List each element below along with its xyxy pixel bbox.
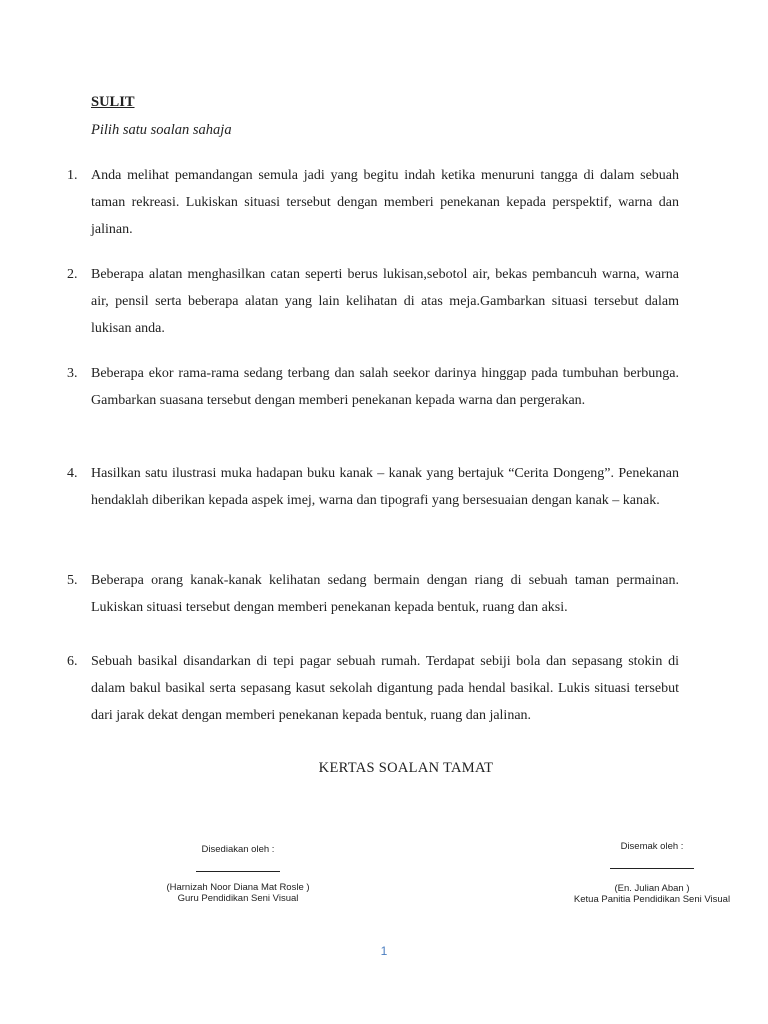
prepared-by-name: (Harnizah Noor Diana Mat Rosle ) bbox=[166, 882, 310, 893]
checked-by-name: (En. Julian Aban ) bbox=[614, 883, 690, 894]
instruction-text: Pilih satu soalan sahaja bbox=[91, 122, 232, 138]
prepared-by-role: Guru Pendidikan Seni Visual bbox=[177, 893, 299, 904]
classification-label: SULIT bbox=[91, 94, 135, 110]
question-item bbox=[67, 648, 679, 729]
question-number: 2. bbox=[67, 267, 78, 282]
question-number: 3. bbox=[67, 366, 78, 381]
question-item bbox=[67, 567, 679, 621]
question-number: 4. bbox=[67, 466, 78, 481]
question-number: 6. bbox=[67, 654, 78, 669]
question-number: 1. bbox=[67, 168, 78, 183]
question-item bbox=[67, 261, 679, 342]
question-item bbox=[67, 460, 679, 514]
checked-by-block bbox=[560, 841, 744, 905]
question-number: 5. bbox=[67, 573, 78, 588]
question-text: Beberapa alatan menghasilkan catan seperti berus lukisan,sebotol air, bekas pembancuh warna, warna air, pensil serta beberapa alatan yang lain kelihatan di atas meja.Gambarkan situasi tersebut dalam lukisan anda. bbox=[91, 267, 679, 336]
signature-line bbox=[610, 868, 694, 869]
page-number: 1 bbox=[380, 944, 388, 958]
end-of-paper-title: KERTAS SOALAN TAMAT bbox=[318, 760, 494, 776]
question-text: Hasilkan satu ilustrasi muka hadapan buku kanak – kanak yang bertajuk “Cerita Dongeng”. Penekanan hendaklah diberikan kepada aspek imej, warna dan tipografi yang bersesuaian dengan kanak – kanak. bbox=[91, 466, 679, 508]
question-item bbox=[67, 162, 679, 243]
question-text: Anda melihat pemandangan semula jadi yang begitu indah ketika menuruni tangga di dalam sebuah taman rekreasi. Lukiskan situasi tersebut dengan memberi penekanan kepada perspektif, warna dan jalinan. bbox=[91, 168, 679, 237]
question-text: Beberapa orang kanak-kanak kelihatan sedang bermain dengan riang di sebuah taman permainan. Lukiskan situasi tersebut dengan memberi penekanan kepada bentuk, ruang dan aksi. bbox=[91, 573, 679, 615]
checked-by-label: Disemak oleh : bbox=[620, 841, 684, 852]
prepared-by-label: Disediakan oleh : bbox=[201, 844, 275, 855]
question-text: Sebuah basikal disandarkan di tepi pagar sebuah rumah. Terdapat sebiji bola dan sepasang stokin di dalam bakul basikal serta sepasang kasut sekolah digantung pada hendal basikal. Lukis situasi tersebut dari jarak dekat dengan memberi penekanan kepada bentuk, ruang dan jalinan. bbox=[91, 654, 679, 723]
prepared-by-block bbox=[150, 844, 326, 904]
signature-line bbox=[196, 871, 280, 872]
question-text: Beberapa ekor rama-rama sedang terbang dan salah seekor darinya hinggap pada tumbuhan berbunga. Gambarkan suasana tersebut dengan memberi penekanan kepada warna dan pergerakan. bbox=[91, 366, 679, 408]
question-item bbox=[67, 360, 679, 414]
checked-by-role: Ketua Panitia Pendidikan Seni Visual bbox=[573, 894, 731, 905]
